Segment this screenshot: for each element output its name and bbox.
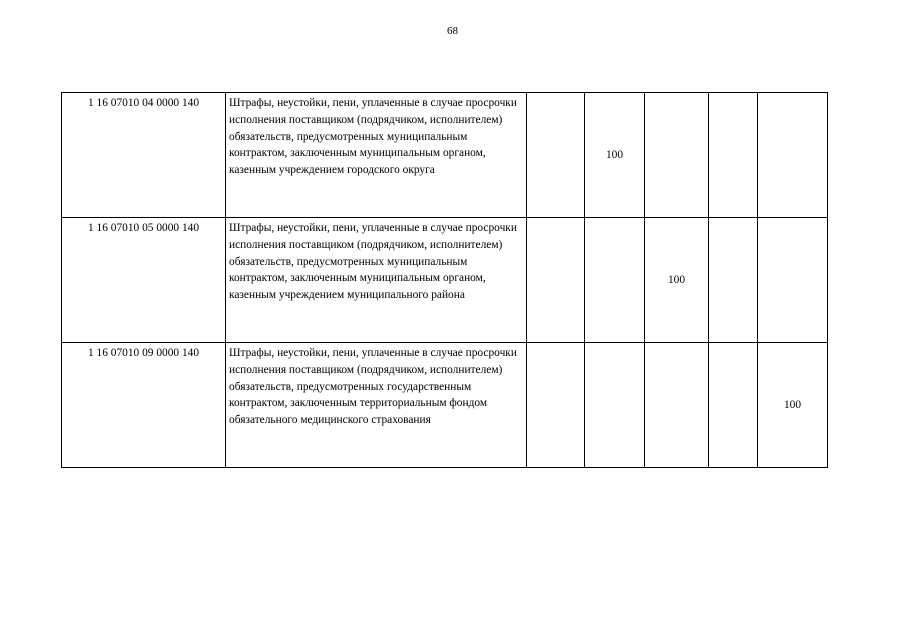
value-cell <box>758 218 828 343</box>
value-cell <box>527 218 585 343</box>
value-cell <box>709 93 758 218</box>
value-cell <box>585 343 645 468</box>
description-cell: Штрафы, неустойки, пени, уплаченные в случае просрочки исполнения поставщиком (подрядчиком, исполнителем) обязательств, предусмотренных государственным контрактом, заключенным территориальным фондом обязательного медицинского страхования <box>226 343 527 468</box>
table-row <box>62 218 828 343</box>
budget-classification-table <box>61 92 828 468</box>
budget-code-cell: 1 16 07010 09 0000 140 <box>62 343 226 468</box>
budget-code-cell: 1 16 07010 05 0000 140 <box>62 218 226 343</box>
value-cell: 100 <box>758 343 828 468</box>
value-cell <box>527 93 585 218</box>
value-cell <box>585 218 645 343</box>
budget-code-cell: 1 16 07010 04 0000 140 <box>62 93 226 218</box>
value-cell <box>709 343 758 468</box>
value-cell: 100 <box>585 93 645 218</box>
description-cell: Штрафы, неустойки, пени, уплаченные в случае просрочки исполнения поставщиком (подрядчиком, исполнителем) обязательств, предусмотренных муниципальным контрактом, заключенным муниципальным органом, казенным учреждением муниципального района <box>226 218 527 343</box>
description-cell: Штрафы, неустойки, пени, уплаченные в случае просрочки исполнения поставщиком (подрядчиком, исполнителем) обязательств, предусмотренных муниципальным контрактом, заключенным муниципальным органом, казенным учреждением городского округа <box>226 93 527 218</box>
value-cell <box>527 343 585 468</box>
value-cell: 100 <box>645 218 709 343</box>
value-cell <box>645 343 709 468</box>
table-row <box>62 343 828 468</box>
value-cell <box>645 93 709 218</box>
value-cell <box>758 93 828 218</box>
value-cell <box>709 218 758 343</box>
table-row <box>62 93 828 218</box>
page-number: 68 <box>447 25 458 37</box>
